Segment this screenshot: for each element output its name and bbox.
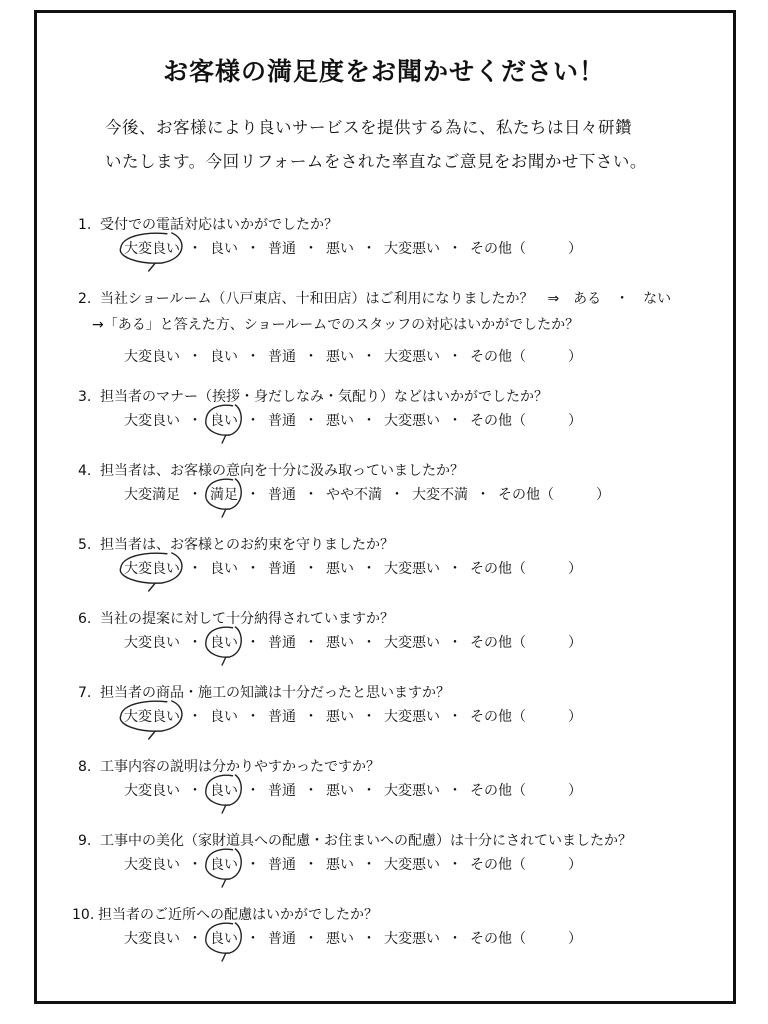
question-text: 担当者は、お客様の意向を十分に汲み取っていましたか？ <box>100 463 464 479</box>
option-separator: ・ <box>304 487 318 503</box>
option-separator: ・ <box>246 241 260 257</box>
option-separator: ・ <box>304 241 318 257</box>
answer-option[interactable]: 普通 <box>268 241 296 257</box>
option-close-paren: ） <box>568 241 582 257</box>
option-separator: ・ <box>448 783 462 799</box>
option-separator: ・ <box>304 561 318 577</box>
answer-option[interactable]: やや不満 <box>326 487 382 503</box>
answer-option[interactable]: 大変良い <box>124 635 180 651</box>
option-separator: ・ <box>188 635 202 651</box>
answer-option[interactable]: 良い <box>210 349 238 365</box>
answer-options-3 <box>124 410 582 430</box>
answer-option[interactable]: 大変悪い <box>384 349 440 365</box>
answer-option[interactable]: 普通 <box>268 487 296 503</box>
option-separator: ・ <box>246 413 260 429</box>
answer-option[interactable]: 大変満足 <box>124 487 180 503</box>
answer-option[interactable]: その他（ <box>470 561 526 577</box>
question-5 <box>78 534 394 554</box>
answer-option[interactable]: 大変悪い <box>384 931 440 947</box>
question-text: 担当者のご近所への配慮はいかがでしたか？ <box>98 907 378 923</box>
answer-option[interactable]: 悪い <box>326 413 354 429</box>
answer-option[interactable]: その他（ <box>470 635 526 651</box>
option-separator: ・ <box>448 635 462 651</box>
option-separator: ・ <box>188 931 202 947</box>
answer-option[interactable]: 大変良い <box>124 709 180 725</box>
option-separator: ・ <box>246 487 260 503</box>
option-separator: ・ <box>246 349 260 365</box>
question-number: 7. <box>78 685 92 701</box>
question-number: 6. <box>78 611 92 627</box>
option-close-paren: ） <box>568 349 582 365</box>
option-close-paren: ） <box>568 561 582 577</box>
option-separator: ・ <box>246 857 260 873</box>
answer-option[interactable]: 普通 <box>268 635 296 651</box>
answer-option[interactable]: 大変良い <box>124 561 180 577</box>
option-separator: ・ <box>448 857 462 873</box>
answer-option[interactable]: 大変悪い <box>384 635 440 651</box>
answer-options-4 <box>124 484 610 504</box>
question-8 <box>78 756 380 776</box>
option-separator: ・ <box>362 857 376 873</box>
option-separator: ・ <box>362 413 376 429</box>
option-separator: ・ <box>362 635 376 651</box>
option-separator: ・ <box>246 931 260 947</box>
question-number: 4. <box>78 463 92 479</box>
question-text: 担当者の商品・施工の知識は十分だったと思いますか？ <box>100 685 450 701</box>
question-number: 1. <box>78 217 92 233</box>
question-text: 担当者のマナー（挨拶・身だしなみ・気配り）などはいかがでしたか？ <box>100 389 548 405</box>
answer-option[interactable]: その他（ <box>470 783 526 799</box>
option-separator: ・ <box>246 635 260 651</box>
answer-option[interactable]: その他（ <box>470 349 526 365</box>
option-separator: ・ <box>304 931 318 947</box>
answer-option[interactable]: その他（ <box>470 241 526 257</box>
answer-option[interactable]: 良い <box>210 241 238 257</box>
answer-option[interactable]: 大変悪い <box>384 709 440 725</box>
answer-options-8 <box>124 780 582 800</box>
option-separator: ・ <box>448 709 462 725</box>
option-close-paren: ） <box>568 709 582 725</box>
answer-option[interactable]: その他（ <box>470 413 526 429</box>
option-separator: ・ <box>188 413 202 429</box>
answer-option[interactable]: その他（ <box>470 857 526 873</box>
option-separator: ・ <box>448 561 462 577</box>
intro-line-2: いたします。今回リフォームをされた率直なご意見をお聞かせ下さい。 <box>105 152 647 171</box>
answer-option[interactable]: 悪い <box>326 635 354 651</box>
option-separator: ・ <box>188 561 202 577</box>
answer-option[interactable]: その他（ <box>470 931 526 947</box>
question-text: 当社ショールーム（八戸東店、十和田店）はご利用になりましたか？ ⇒ ある ・ ない <box>100 291 672 307</box>
answer-option[interactable]: 大変良い <box>124 413 180 429</box>
question-text: 受付での電話対応はいかがでしたか？ <box>100 217 338 233</box>
option-separator: ・ <box>362 241 376 257</box>
option-separator: ・ <box>362 561 376 577</box>
option-separator: ・ <box>188 487 202 503</box>
answer-option[interactable]: 悪い <box>326 241 354 257</box>
question-10 <box>72 904 378 924</box>
question-text: 当社の提案に対して十分納得されていますか？ <box>100 611 394 627</box>
question-number: 9. <box>78 833 92 849</box>
question-1 <box>78 214 338 234</box>
answer-option[interactable]: 大変良い <box>124 857 180 873</box>
answer-option[interactable]: 大変悪い <box>384 783 440 799</box>
option-separator: ・ <box>188 857 202 873</box>
answer-option[interactable]: 普通 <box>268 931 296 947</box>
option-separator: ・ <box>188 241 202 257</box>
option-separator: ・ <box>304 635 318 651</box>
answer-option[interactable]: 普通 <box>268 709 296 725</box>
answer-option[interactable]: 普通 <box>268 349 296 365</box>
option-separator: ・ <box>188 783 202 799</box>
answer-option[interactable]: 普通 <box>268 561 296 577</box>
answer-option[interactable]: その他（ <box>470 709 526 725</box>
answer-options-1 <box>124 238 582 258</box>
option-separator: ・ <box>246 709 260 725</box>
question-number: 2. <box>78 291 92 307</box>
answer-option[interactable]: 大変悪い <box>384 241 440 257</box>
question-3 <box>78 386 548 406</box>
answer-option[interactable]: 大変悪い <box>384 561 440 577</box>
option-separator: ・ <box>362 931 376 947</box>
option-separator: ・ <box>188 349 202 365</box>
answer-option[interactable]: 悪い <box>326 709 354 725</box>
intro-line-1: 今後、お客様により良いサービスを提供する為に、私たちは日々研鑽 <box>105 118 632 137</box>
survey-title: お客様の満足度をお聞かせください！ <box>162 57 605 86</box>
option-separator: ・ <box>188 709 202 725</box>
question-number: 10. <box>72 907 95 923</box>
answer-options-10 <box>124 928 582 948</box>
answer-option[interactable]: 悪い <box>326 783 354 799</box>
option-separator: ・ <box>448 241 462 257</box>
option-close-paren: ） <box>568 413 582 429</box>
option-separator: ・ <box>390 487 404 503</box>
answer-option[interactable]: 大変良い <box>124 783 180 799</box>
option-separator: ・ <box>304 709 318 725</box>
answer-option[interactable]: 良い <box>210 635 238 651</box>
answer-option[interactable]: 満足 <box>210 487 238 503</box>
answer-option[interactable]: 大変良い <box>124 931 180 947</box>
answer-option[interactable]: 良い <box>210 857 238 873</box>
answer-option[interactable]: 悪い <box>326 931 354 947</box>
answer-option[interactable]: 大変不満 <box>412 487 468 503</box>
option-separator: ・ <box>304 349 318 365</box>
option-separator: ・ <box>476 487 490 503</box>
answer-option[interactable]: 普通 <box>268 783 296 799</box>
answer-option[interactable]: 普通 <box>268 413 296 429</box>
answer-option[interactable]: 良い <box>210 413 238 429</box>
question-2 <box>78 288 671 308</box>
answer-options-7 <box>124 706 582 726</box>
answer-option[interactable]: 普通 <box>268 857 296 873</box>
question-number: 3. <box>78 389 92 405</box>
answer-option[interactable]: 悪い <box>326 349 354 365</box>
question-6 <box>78 608 394 628</box>
answer-option[interactable]: 大変悪い <box>384 413 440 429</box>
answer-options-2 <box>124 346 582 366</box>
question-7 <box>78 682 450 702</box>
answer-option[interactable]: 悪い <box>326 561 354 577</box>
question-number: 5. <box>78 537 92 553</box>
answer-option[interactable]: 良い <box>210 561 238 577</box>
answer-options-9 <box>124 854 582 874</box>
answer-option[interactable]: 大変良い <box>124 241 180 257</box>
answer-option[interactable]: その他（ <box>498 487 554 503</box>
option-separator: ・ <box>304 413 318 429</box>
option-separator: ・ <box>362 709 376 725</box>
option-separator: ・ <box>448 349 462 365</box>
answer-option[interactable]: 大変悪い <box>384 857 440 873</box>
answer-option[interactable]: 良い <box>210 783 238 799</box>
option-separator: ・ <box>448 413 462 429</box>
option-separator: ・ <box>304 783 318 799</box>
option-separator: ・ <box>448 931 462 947</box>
question-9 <box>78 830 632 850</box>
option-separator: ・ <box>246 783 260 799</box>
option-separator: ・ <box>304 857 318 873</box>
option-close-paren: ） <box>568 635 582 651</box>
answer-option[interactable]: 良い <box>210 709 238 725</box>
answer-option[interactable]: 悪い <box>326 857 354 873</box>
option-close-paren: ） <box>596 487 610 503</box>
option-close-paren: ） <box>568 783 582 799</box>
answer-options-6 <box>124 632 582 652</box>
answer-options-5 <box>124 558 582 578</box>
answer-option[interactable]: 良い <box>210 931 238 947</box>
question-4 <box>78 460 464 480</box>
option-separator: ・ <box>246 561 260 577</box>
question-subtext: →「ある」と答えた方、ショールームでのスタッフの対応はいかがでしたか？ <box>92 317 580 333</box>
question-text: 工事内容の説明は分かりやすかったですか？ <box>100 759 380 775</box>
option-close-paren: ） <box>568 857 582 873</box>
question-number: 8. <box>78 759 92 775</box>
option-separator: ・ <box>362 349 376 365</box>
option-close-paren: ） <box>568 931 582 947</box>
question-text: 担当者は、お客様とのお約束を守りましたか？ <box>100 537 394 553</box>
option-separator: ・ <box>362 783 376 799</box>
question-text: 工事中の美化（家財道具への配慮・お住まいへの配慮）は十分にされていましたか？ <box>100 833 632 849</box>
answer-option[interactable]: 大変良い <box>124 349 180 365</box>
